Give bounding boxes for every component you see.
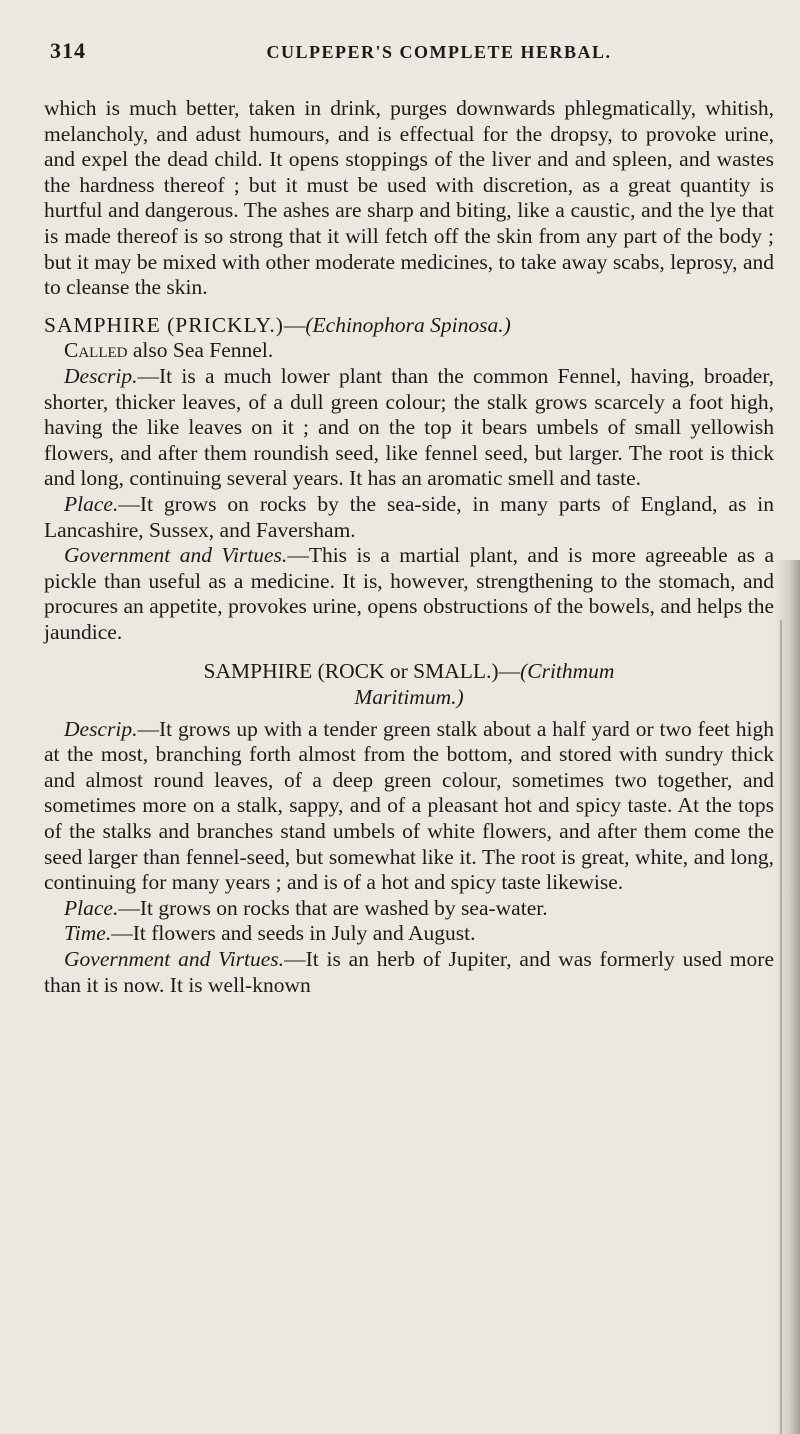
heading-dash: —	[283, 312, 306, 337]
government-label: Government and Virtues.	[64, 947, 285, 971]
government-paragraph	[44, 947, 774, 998]
descrip-label: Descrip.	[64, 716, 138, 741]
page-header	[44, 0, 774, 66]
government-text: —This is a martial plant, and is more agreeable as a pickle than useful as a medicine. It is, however, strengthening to the stomach, and procures an appetite, provokes urine, opens obstructions of the bowels, and helps the jaundice.	[44, 543, 774, 644]
intro-paragraph: which is much better, taken in drink, purges downwards phlegmatically, whitish, melancholy, and adust humours, and is effectual for the dropsy, to provoke urine, and expel the dead child. It opens stoppings of the liver and and spleen, and wastes the hardness thereof ; but it must be used with discretion, as a great quantity is hurtful and dangerous. The ashes are sharp and biting, like a caustic, and the lye that is made thereof is so strong that it will fetch off the skin from any part of the body ; but it may be mixed with other moderate medicines, to take away scabs, leprosy, and to cleanse the skin.	[44, 96, 774, 300]
place-paragraph	[44, 896, 774, 922]
descrip-text: —It is a much lower plant than the common Fennel, having, broader, shorter, thicker leaves, of a dull green colour; the stalk grows scarcely a foot high, having the like leaves on it ; and on the top it bears umbels of small yellowish flowers, and after them roundish seed, like fennel seed, but larger. The root is thick and long, continuing several years. It has an aromatic smell and taste.	[44, 363, 774, 491]
page-body	[44, 96, 774, 998]
entry-name: SAMPHIRE (ROCK or SMALL.)	[203, 659, 499, 684]
latin-name-part1: (Crithmum	[520, 659, 615, 684]
descrip-paragraph	[44, 717, 774, 896]
government-text: —It is an herb of Jupiter, and was formerly used more than it is now. It is well-known	[44, 947, 774, 997]
entry-heading-prickly-samphire	[44, 313, 774, 339]
called-text: also Sea Fennel.	[127, 338, 274, 363]
descrip-paragraph	[44, 364, 774, 492]
latin-name-part2: Maritimum.)	[354, 685, 464, 710]
called-paragraph	[44, 338, 774, 364]
latin-name: (Echinophora Spinosa.)	[305, 312, 511, 337]
place-label: Place.	[64, 895, 119, 920]
book-page	[44, 0, 774, 1434]
place-text: —It grows on rocks that are washed by sea-water.	[118, 895, 548, 920]
time-text: —It flowers and seeds in July and August.	[111, 921, 476, 946]
page-edge-shadow	[774, 560, 800, 1434]
called-label: Called	[64, 338, 128, 363]
descrip-text: —It grows up with a tender green stalk about a half yard or two feet high at the most, branching forth almost from the bottom, and stored with sundry thick and almost round leaves, of a deep green colour, sometimes two together, and sometimes more on a stalk, sappy, and of a pleasant hot and spicy taste. At the tops of the stalks and branches stand umbels of white flowers, and after them come the seed larger than fennel-seed, but somewhat like it. The root is great, white, and long, continuing for many years ; and is of a hot and spicy taste likewise.	[44, 716, 774, 895]
page-number: 314	[50, 38, 86, 63]
heading-dash: —	[498, 659, 521, 684]
place-text: —It grows on rocks by the sea-side, in many parts of England, as in Lancashire, Sussex, and Faversham.	[44, 491, 774, 542]
page-edge-line	[780, 620, 782, 1434]
time-label: Time.	[64, 921, 112, 946]
running-head: CULPEPER'S COMPLETE HERBAL.	[266, 42, 612, 62]
government-paragraph	[44, 543, 774, 645]
time-paragraph	[44, 921, 774, 947]
entry-name: SAMPHIRE (PRICKLY.)	[44, 312, 284, 337]
government-label: Government and Virtues.	[64, 543, 288, 568]
place-label: Place.	[64, 491, 119, 516]
place-paragraph	[44, 492, 774, 543]
entry-heading-rock-samphire	[44, 659, 774, 710]
descrip-label: Descrip.	[64, 363, 138, 388]
